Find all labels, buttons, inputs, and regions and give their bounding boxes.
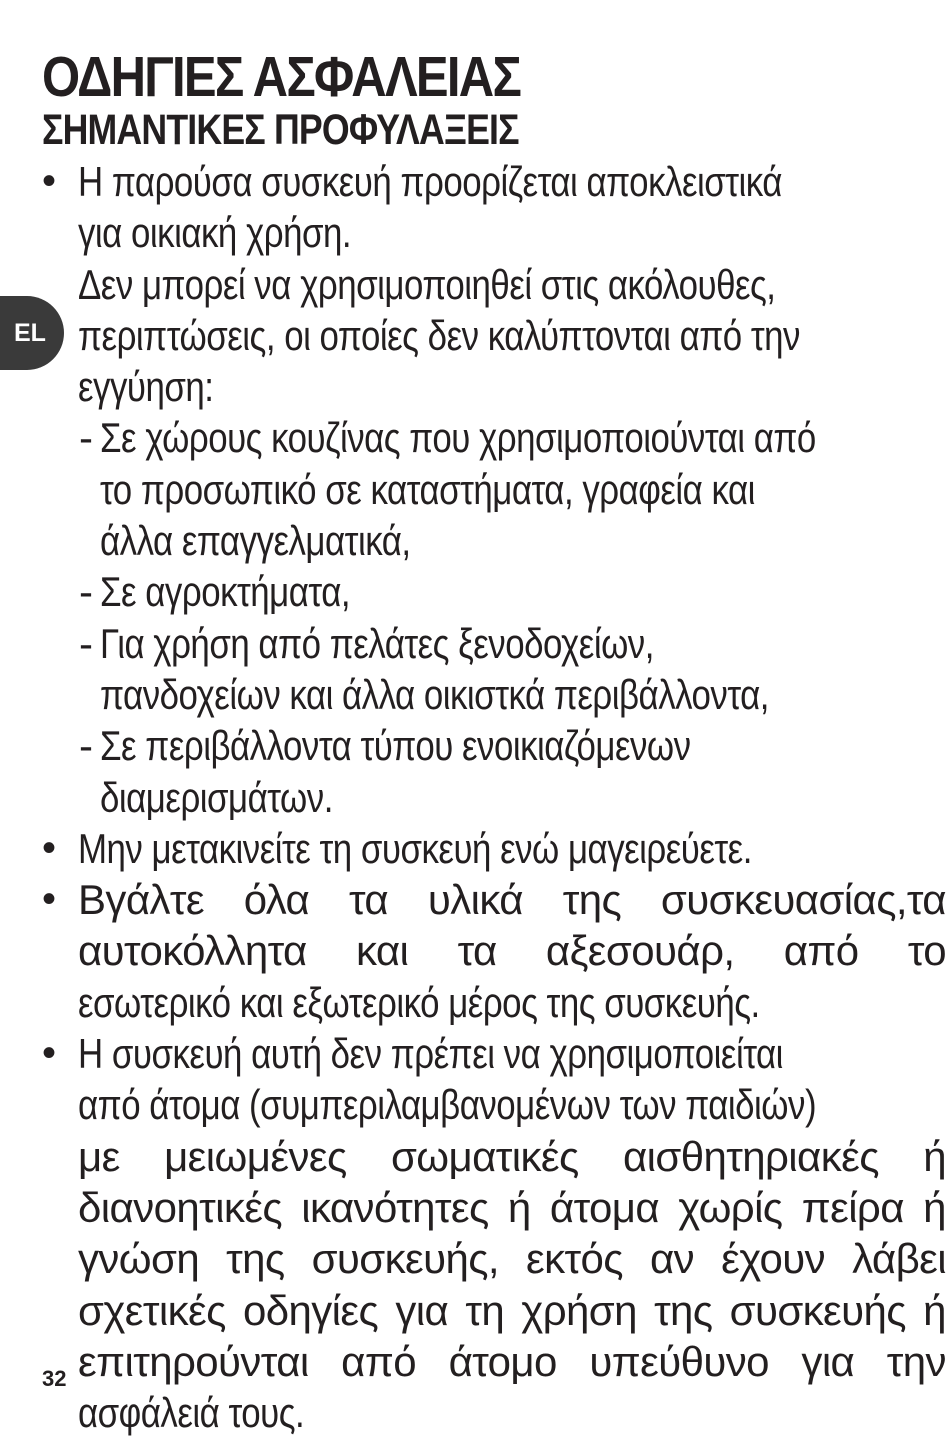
text-line [0, 1028, 950, 1079]
bullet-icon: • [42, 159, 56, 203]
text-line [0, 259, 950, 310]
dash-icon: - [79, 722, 93, 770]
line-text: Μην μετακινείτε τη συσκευή ενώ μαγειρεύετε. [78, 824, 752, 872]
line-text: Δεν μπορεί να χρησιμοποιηθεί στις ακόλουθες, [78, 260, 776, 308]
text-line [0, 925, 950, 976]
line-text: εγγύηση: [78, 363, 214, 411]
line-text: πανδοχείων και άλλα οικιστκά περιβάλλοντα, [100, 670, 769, 718]
text-line [0, 156, 950, 207]
text-line [0, 1387, 950, 1438]
text-line [0, 772, 950, 823]
text-line [0, 515, 950, 566]
text-line [0, 1233, 950, 1284]
line-text: με μειωμένες σωματικές αισθητηριακές ή [78, 1132, 946, 1180]
text-line [0, 1285, 950, 1336]
line-text: ασφάλειά τους. [78, 1389, 305, 1437]
text-line [0, 207, 950, 258]
text-line [0, 1182, 950, 1233]
text-line [0, 720, 950, 771]
text-line [0, 977, 950, 1028]
dash-icon: - [79, 568, 93, 616]
line-text: Η συσκευή αυτή δεν πρέπει να χρησιμοποιείται [78, 1030, 783, 1078]
text-line [0, 1131, 950, 1182]
line-text: Σε περιβάλλοντα τύπου ενοικιαζόμενων [100, 722, 691, 770]
text-line [0, 361, 950, 412]
text-line [0, 1336, 950, 1387]
page-number: 32 [42, 1366, 67, 1391]
line-text: Η παρούσα συσκευή προορίζεται αποκλειστικά [78, 158, 782, 205]
page-title: ΟΔΗΓΙΕΣ ΑΣΦΑΛΕΙΑΣ [42, 45, 521, 109]
line-text: Για χρήση από πελάτες ξενοδοχείων, [100, 619, 654, 667]
line-text: περιπτώσεις, οι οποίες δεν καλύπτονται από την [78, 311, 800, 359]
line-text: διαμερισμάτων. [100, 773, 333, 821]
instructions-body [0, 156, 950, 1438]
line-text: άλλα επαγγελματικά, [100, 517, 411, 565]
text-line [0, 1079, 950, 1130]
text-line [0, 823, 950, 874]
text-line [0, 310, 950, 361]
bullet-icon: • [42, 1031, 56, 1076]
language-tab: EL [0, 296, 64, 370]
bullet-icon: • [42, 825, 56, 870]
line-text: για οικιακή χρήση. [78, 209, 352, 257]
line-text: γνώση της συσκευής, εκτός αν έχουν λάβει [78, 1235, 946, 1283]
line-text: Σε αγροκτήματα, [100, 568, 351, 616]
dash-icon: - [79, 619, 93, 667]
text-line [0, 412, 950, 463]
line-text: από άτομα (συμπεριλαμβανομένων των παιδιών) [78, 1081, 817, 1129]
line-text: Σε χώρους κουζίνας που χρησιμοποιούνται από [100, 414, 816, 462]
line-text: Βγάλτε όλα τα υλικά της συσκευασίας,τα [78, 876, 946, 924]
page-subtitle: ΣΗΜΑΝΤΙΚΕΣ ΠΡΟΦΥΛΑΞΕΙΣ [42, 106, 519, 154]
text-line [0, 464, 950, 515]
line-text: σχετικές οδηγίες για τη χρήση της συσκευής ή [78, 1286, 946, 1334]
text-line [0, 618, 950, 669]
bullet-icon: • [42, 877, 56, 922]
text-line [0, 874, 950, 925]
line-text: επιτηρούνται από άτομο υπεύθυνο για την [78, 1337, 946, 1385]
line-text: αυτοκόλλητα και τα αξεσουάρ, από το [78, 927, 946, 975]
line-text: το προσωπικό σε καταστήματα, γραφεία και [100, 465, 755, 513]
line-text: διανοητικές ικανότητες ή άτομα χωρίς πείρα ή [78, 1183, 946, 1231]
line-text: εσωτερικό και εξωτερικό μέρος της συσκευής. [78, 978, 760, 1026]
text-line [0, 566, 950, 617]
text-line [0, 669, 950, 720]
dash-icon: - [79, 414, 93, 462]
